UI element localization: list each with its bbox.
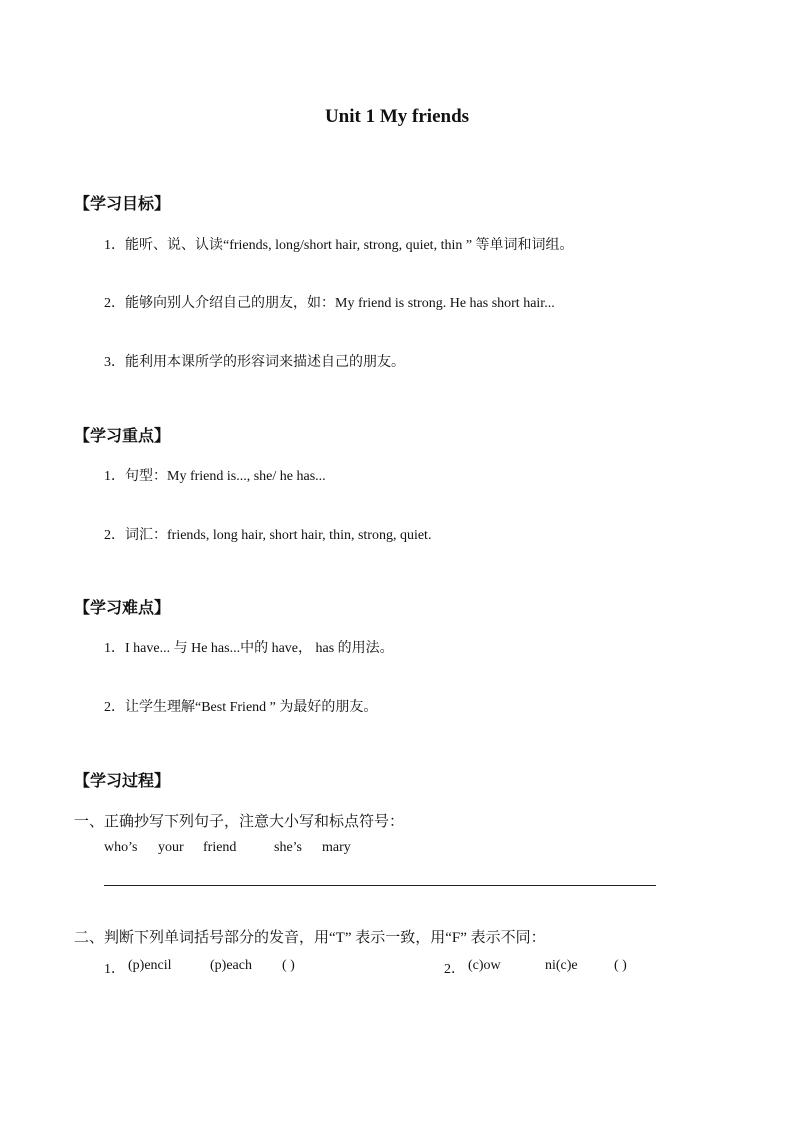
pair-1-word-1: (p)encil xyxy=(128,958,172,973)
scramble-word-3: friend xyxy=(203,840,237,855)
pair-2-word-2: ni(c)e xyxy=(545,958,578,973)
pair-2-answer-blank[interactable]: ( ) xyxy=(614,958,627,973)
goal-item-1: 1．能听、说、认读“friends, long/short hair, strong, quiet, thin ” 等单词和词组。 xyxy=(104,238,574,253)
heading-process: 【学习过程】 xyxy=(74,773,171,790)
scramble-word-5: mary xyxy=(322,840,351,855)
question-1-text: 一、正确抄写下列句子，注意大小写和标点符号： xyxy=(74,814,405,830)
pair-1-word-2: (p)each xyxy=(210,958,252,973)
scramble-word-1: who’s xyxy=(104,840,138,855)
scramble-word-4: she’s xyxy=(274,840,302,855)
pair-1-number: 1． xyxy=(104,962,125,977)
pair-2-word-1: (c)ow xyxy=(468,958,501,973)
difficulty-item-2: 2．让学生理解“Best Friend ” 为最好的朋友。 xyxy=(104,700,378,715)
scramble-word-2: your xyxy=(158,840,184,855)
answer-line[interactable] xyxy=(104,885,656,886)
difficulty-item-1: 1．I have... 与 He has...中的 have， has 的用法。 xyxy=(104,641,394,656)
question-2-text: 二、判断下列单词括号部分的发音，用“T” 表示一致，用“F” 表示不同： xyxy=(74,930,546,946)
key-point-item-1: 1．句型：My friend is..., she/ he has... xyxy=(104,469,326,484)
page-title: Unit 1 My friends xyxy=(324,106,470,127)
heading-difficulties: 【学习难点】 xyxy=(74,600,171,617)
key-point-item-2: 2．词汇：friends, long hair, short hair, thin, strong, quiet. xyxy=(104,528,432,543)
pair-1-answer-blank[interactable]: ( ) xyxy=(282,958,295,973)
pair-2-number: 2． xyxy=(444,962,465,977)
goal-item-2: 2．能够向别人介绍自己的朋友，如：My friend is strong. He has short hair... xyxy=(104,296,555,311)
goal-item-3: 3．能利用本课所学的形容词来描述自己的朋友。 xyxy=(104,355,405,370)
heading-key-points: 【学习重点】 xyxy=(74,428,171,445)
heading-goals: 【学习目标】 xyxy=(74,196,171,213)
